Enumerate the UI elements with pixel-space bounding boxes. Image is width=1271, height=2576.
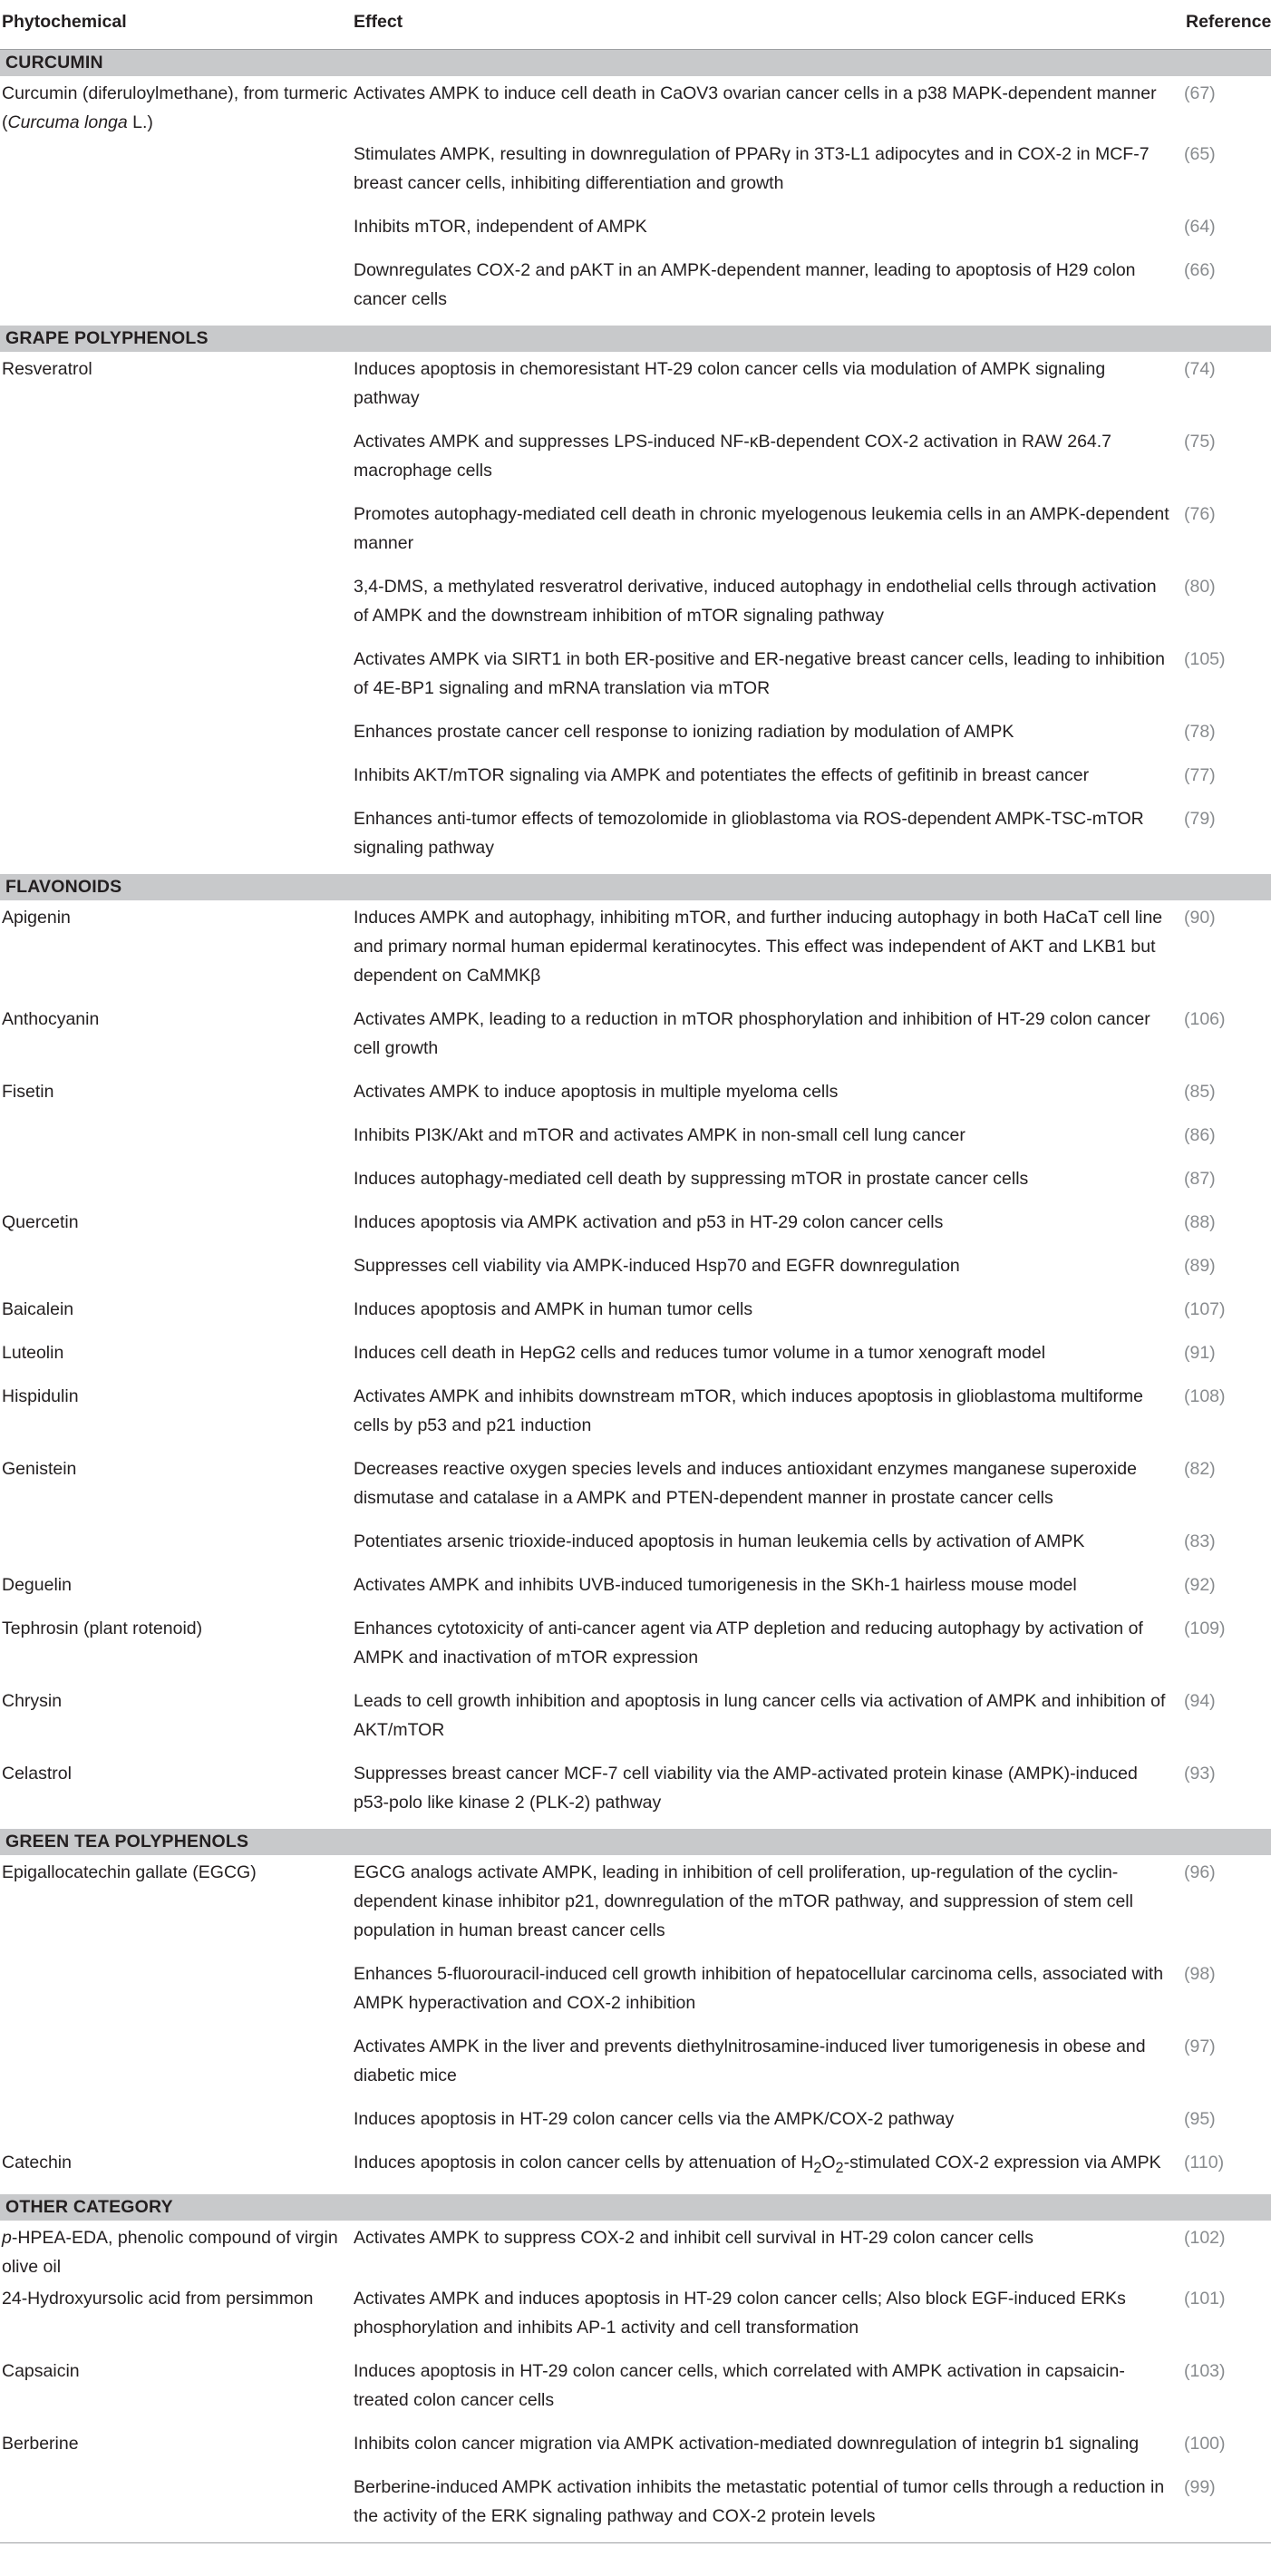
phytochemical-cell: [0, 2102, 354, 2145]
phytochemical-cell: Berberine: [2, 2433, 79, 2454]
phytochemical-cell: Celastrol: [2, 1764, 72, 1784]
reference-cell[interactable]: (66): [1184, 260, 1216, 280]
table-row: [0, 2145, 1271, 2194]
effect-cell: Suppresses cell viability via AMPK-induced Hsp70 and EGFR downregulation: [354, 1256, 960, 1276]
category-band: [0, 1829, 1271, 1855]
reference-cell[interactable]: (67): [1184, 83, 1216, 103]
reference-cell[interactable]: (92): [1184, 1575, 1216, 1595]
effect-cell: Induces autophagy-mediated cell death by suppressing mTOR in prostate cancer cells: [354, 1169, 1029, 1189]
phytochemical-cell: [0, 1957, 354, 2029]
category-band: [0, 2194, 1271, 2221]
phytochemical-cell: Epigallocatechin gallate (EGCG): [2, 1862, 257, 1882]
table-row: [0, 1162, 1271, 1205]
reference-cell[interactable]: (88): [1184, 1212, 1216, 1232]
header-phytochemical: Phytochemical: [0, 0, 354, 50]
phytochemical-cell: Catechin: [2, 2153, 72, 2173]
phytochemical-cell: [0, 497, 354, 569]
header-reference: Reference: [1184, 0, 1271, 50]
effect-cell: Promotes autophagy-mediated cell death in chronic myelogenous leukemia cells in an AMPK-dependent manner: [354, 504, 1169, 553]
reference-cell[interactable]: (83): [1184, 1531, 1216, 1551]
effect-cell: Induces apoptosis in HT-29 colon cancer cells via the AMPK/COX-2 pathway: [354, 2109, 955, 2129]
effect-cell: Activates AMPK and inhibits downstream mTOR, which induces apoptosis in glioblastoma multiforme cells by p53 and p21 induction: [354, 1386, 1144, 1435]
table-row: [0, 1452, 1271, 1524]
table-row: [0, 1568, 1271, 1611]
table-row: [0, 569, 1271, 642]
category-label: GREEN TEA POLYPHENOLS: [0, 1829, 1271, 1855]
reference-cell[interactable]: (87): [1184, 1169, 1216, 1189]
table-row: [0, 642, 1271, 714]
effect-cell: Induces apoptosis in colon cancer cells by attenuation of $H_2O_2$-stimulated COX-2 expression via AMPK: [354, 2153, 1161, 2176]
phytochemical-cell: Apigenin: [2, 908, 71, 928]
reference-cell[interactable]: (75): [1184, 432, 1216, 452]
category-label: CURCUMIN: [0, 50, 1271, 77]
table-row: [0, 1336, 1271, 1379]
phytochemical-cell: Curcumin (diferuloylmethane), from turmeric (Curcuma longa L.): [2, 83, 348, 132]
table-row: [0, 352, 1271, 424]
effect-cell: Downregulates COX-2 and pAKT in an AMPK-dependent manner, leading to apoptosis of H29 colon cancer cells: [354, 260, 1136, 309]
phytochemical-cell: [0, 569, 354, 642]
reference-cell[interactable]: (110): [1184, 2153, 1225, 2173]
table-row: [0, 1684, 1271, 1756]
table-row: [0, 1379, 1271, 1452]
effect-cell: Induces apoptosis in HT-29 colon cancer cells, which correlated with AMPK activation in capsaicin-treated colon cancer cells: [354, 2360, 1125, 2410]
table-row: [0, 714, 1271, 758]
phytochemical-cell: [0, 2470, 354, 2543]
table-row: [0, 2426, 1271, 2470]
reference-cell[interactable]: (105): [1184, 649, 1226, 669]
reference-cell[interactable]: (64): [1184, 217, 1216, 237]
table-row: [0, 2221, 1271, 2281]
reference-cell[interactable]: (106): [1184, 1009, 1226, 1029]
table-row: [0, 137, 1271, 209]
table-row: [0, 1611, 1271, 1684]
table-row: [0, 253, 1271, 326]
effect-cell: Inhibits mTOR, independent of AMPK: [354, 217, 647, 237]
phytochemical-cell: Tephrosin (plant rotenoid): [2, 1619, 203, 1638]
effect-cell: Activates AMPK in the liver and prevents diethylnitrosamine-induced liver tumorigenesis in obese and diabetic mice: [354, 2036, 1146, 2085]
phytochemical-cell: Capsaicin: [2, 2360, 80, 2381]
effect-cell: Enhances cytotoxicity of anti-cancer agent via ATP depletion and reducing autophagy by activation of AMPK and inactivation of mTOR expression: [354, 1619, 1143, 1667]
table-row: [0, 2354, 1271, 2426]
table-row: [0, 209, 1271, 253]
category-label: FLAVONOIDS: [0, 874, 1271, 900]
table-row: [0, 1002, 1271, 1074]
effect-cell: Activates AMPK and inhibits UVB-induced tumorigenesis in the SKh-1 hairless mouse model: [354, 1575, 1077, 1595]
phytochemical-cell: [0, 424, 354, 497]
category-band: [0, 326, 1271, 352]
table-row: [0, 2029, 1271, 2102]
table-row: [0, 1957, 1271, 2029]
phytochemical-cell: Deguelin: [2, 1575, 72, 1595]
table-row: [0, 1118, 1271, 1162]
phytochemical-cell: [0, 642, 354, 714]
reference-cell[interactable]: (99): [1184, 2470, 1271, 2543]
reference-cell[interactable]: (94): [1184, 1691, 1216, 1711]
table-row: [0, 758, 1271, 802]
reference-cell[interactable]: (76): [1184, 504, 1216, 524]
effect-cell: Potentiates arsenic trioxide-induced apoptosis in human leukemia cells by activation of AMPK: [354, 1531, 1085, 1551]
effect-cell: 3,4-DMS, a methylated resveratrol derivative, induced autophagy in endothelial cells through activation of AMPK and the downstream inhibition of mTOR signaling pathway: [354, 577, 1157, 626]
effect-cell: Inhibits AKT/mTOR signaling via AMPK and potentiates the effects of gefitinib in breast cancer: [354, 765, 1090, 785]
phytochemical-cell: Luteolin: [2, 1343, 64, 1363]
phytochemical-cell: 24-Hydroxyursolic acid from persimmon: [2, 2288, 314, 2309]
reference-cell[interactable]: (79): [1184, 809, 1216, 829]
reference-cell[interactable]: (85): [1184, 1082, 1216, 1102]
effect-cell: Activates AMPK, leading to a reduction in mTOR phosphorylation and inhibition of HT-29 colon cancer cell growth: [354, 1009, 1150, 1058]
effect-cell: Inhibits colon cancer migration via AMPK activation-mediated downregulation of integrin b1 signaling: [354, 2433, 1140, 2454]
effect-cell: Activates AMPK and induces apoptosis in HT-29 colon cancer cells; Also block EGF-induced ERKs phosphorylation and inhibits AP-1 activity and cell transformation: [354, 2288, 1126, 2338]
phytochemical-cell: [0, 758, 354, 802]
table-row: [0, 1249, 1271, 1292]
category-band: [0, 50, 1271, 77]
reference-cell[interactable]: (98): [1184, 1964, 1216, 1984]
phytochemical-cell: Chrysin: [2, 1691, 63, 1711]
table-row: [0, 2102, 1271, 2145]
phytochemical-cell: [0, 1118, 354, 1162]
category-band: [0, 874, 1271, 900]
table-row: [0, 1524, 1271, 1568]
phytochemical-cell: [0, 1524, 354, 1568]
effect-cell: Enhances prostate cancer cell response to ionizing radiation by modulation of AMPK: [354, 722, 1014, 742]
effect-cell: Inhibits PI3K/Akt and mTOR and activates AMPK in non-small cell lung cancer: [354, 1125, 965, 1145]
effect-cell: Berberine-induced AMPK activation inhibits the metastatic potential of tumor cells through a reduction in the activity of the ERK signaling pathway and COX-2 protein levels: [354, 2470, 1184, 2543]
table-row: [0, 1756, 1271, 1829]
effect-cell: Activates AMPK to suppress COX-2 and inhibit cell survival in HT-29 colon cancer cells: [354, 2227, 1033, 2248]
phytochemical-cell: [0, 2029, 354, 2102]
phytochemical-cell: Resveratrol: [2, 359, 92, 379]
phytochemical-cell: [0, 714, 354, 758]
phytochemical-cell: Genistein: [2, 1459, 77, 1479]
effect-cell: Activates AMPK via SIRT1 in both ER-positive and ER-negative breast cancer cells, leading to inhibition of 4E-BP1 signaling and mRNA translation via mTOR: [354, 649, 1165, 698]
effect-cell: Decreases reactive oxygen species levels and induces antioxidant enzymes manganese superoxide dismutase and catalase in a AMPK and PTEN-dependent manner in prostate cancer cells: [354, 1459, 1137, 1508]
reference-cell[interactable]: (80): [1184, 577, 1216, 597]
table-row: [0, 1855, 1271, 1957]
phytochemical-cell: [0, 802, 354, 874]
effect-cell: Activates AMPK to induce cell death in CaOV3 ovarian cancer cells in a p38 MAPK-dependent manner: [354, 83, 1157, 103]
reference-cell[interactable]: (82): [1184, 1459, 1216, 1479]
phytochemical-cell: [0, 253, 354, 326]
reference-cell[interactable]: (95): [1184, 2109, 1216, 2129]
effect-cell: Induces apoptosis in chemoresistant HT-29 colon cancer cells via modulation of AMPK signaling pathway: [354, 359, 1106, 408]
reference-cell[interactable]: (101): [1184, 2288, 1226, 2309]
phytochemical-cell: [0, 137, 354, 209]
reference-cell[interactable]: (78): [1184, 722, 1216, 742]
effect-cell: Stimulates AMPK, resulting in downregulation of PPARγ in 3T3-L1 adipocytes and in COX-2 in MCF-7 breast cancer cells, inhibiting differentiation and growth: [354, 144, 1150, 193]
effect-cell: Activates AMPK and suppresses LPS-induced NF-κB-dependent COX-2 activation in RAW 264.7 macrophage cells: [354, 432, 1112, 481]
table-row: [0, 424, 1271, 497]
table-row: [0, 900, 1271, 1002]
effect-cell: EGCG analogs activate AMPK, leading in inhibition of cell proliferation, up-regulation of the cyclin-dependent kinase inhibitor p21, downregulation of the mTOR pathway, and suppression of stem cell population in human breast cancer cells: [354, 1862, 1133, 1940]
reference-cell[interactable]: (65): [1184, 144, 1216, 164]
reference-cell[interactable]: (97): [1184, 2036, 1216, 2056]
reference-cell[interactable]: (77): [1184, 765, 1216, 785]
effect-cell: Induces AMPK and autophagy, inhibiting mTOR, and further inducing autophagy in both HaCaT cell line and primary normal human epidermal keratinocytes. This effect was independent of AKT and LKB1 but dependent on CaMMKβ: [354, 908, 1163, 986]
category-label: GRAPE POLYPHENOLS: [0, 326, 1271, 352]
phytochemical-cell: [0, 209, 354, 253]
reference-cell[interactable]: (93): [1184, 1764, 1216, 1784]
effect-cell: Leads to cell growth inhibition and apoptosis in lung cancer cells via activation of AMPK and inhibition of AKT/mTOR: [354, 1691, 1166, 1740]
table-row: [0, 1205, 1271, 1249]
effect-cell: Activates AMPK to induce apoptosis in multiple myeloma cells: [354, 1082, 839, 1102]
phytochemical-cell: Anthocyanin: [2, 1009, 100, 1029]
table-row: [0, 497, 1271, 569]
effect-cell: Induces apoptosis and AMPK in human tumor cells: [354, 1299, 753, 1319]
reference-cell[interactable]: (90): [1184, 908, 1216, 928]
table-body: [0, 50, 1271, 2543]
table-row: [0, 802, 1271, 874]
reference-cell[interactable]: (89): [1184, 1256, 1216, 1276]
phytochemical-cell: Hispidulin: [2, 1386, 79, 1406]
reference-cell[interactable]: (103): [1184, 2360, 1226, 2381]
reference-cell[interactable]: (100): [1184, 2433, 1226, 2454]
reference-cell[interactable]: (91): [1184, 1343, 1216, 1363]
reference-cell[interactable]: (74): [1184, 359, 1216, 379]
phytochemical-cell: Fisetin: [2, 1082, 54, 1102]
effect-cell: Suppresses breast cancer MCF-7 cell viability via the AMP-activated protein kinase (AMPK)-induced p53-polo like kinase 2 (PLK-2) pathway: [354, 1764, 1138, 1813]
table-row: [0, 1074, 1271, 1118]
effect-cell: Enhances anti-tumor effects of temozolomide in glioblastoma via ROS-dependent AMPK-TSC-mTOR signaling pathway: [354, 809, 1144, 858]
phytochemical-cell: Quercetin: [2, 1212, 79, 1232]
phytochemical-cell: [0, 1162, 354, 1205]
reference-cell[interactable]: (108): [1184, 1386, 1226, 1406]
table-row: [0, 2470, 1271, 2543]
reference-cell[interactable]: (86): [1184, 1125, 1216, 1145]
table-row: [0, 1292, 1271, 1336]
reference-cell[interactable]: (107): [1184, 1299, 1226, 1319]
effect-cell: Induces cell death in HepG2 cells and reduces tumor volume in a tumor xenograft model: [354, 1343, 1046, 1363]
reference-cell[interactable]: (102): [1184, 2227, 1226, 2248]
table-header-row: [0, 0, 1271, 50]
table-row: [0, 2281, 1271, 2354]
phytochemical-cell: p-HPEA-EDA, phenolic compound of virgin olive oil: [2, 2227, 338, 2277]
category-label: OTHER CATEGORY: [0, 2194, 1271, 2221]
effect-cell: Induces apoptosis via AMPK activation and p53 in HT-29 colon cancer cells: [354, 1212, 944, 1232]
effect-cell: Enhances 5-fluorouracil-induced cell growth inhibition of hepatocellular carcinoma cells, associated with AMPK hyperactivation and COX-2 inhibition: [354, 1964, 1164, 2013]
reference-cell[interactable]: (96): [1184, 1862, 1216, 1882]
phytochemical-cell: Baicalein: [2, 1299, 74, 1319]
table-row: [0, 76, 1271, 137]
header-effect: Effect: [354, 0, 1184, 50]
phytochemical-cell: [0, 1249, 354, 1292]
reference-cell[interactable]: (109): [1184, 1619, 1226, 1638]
